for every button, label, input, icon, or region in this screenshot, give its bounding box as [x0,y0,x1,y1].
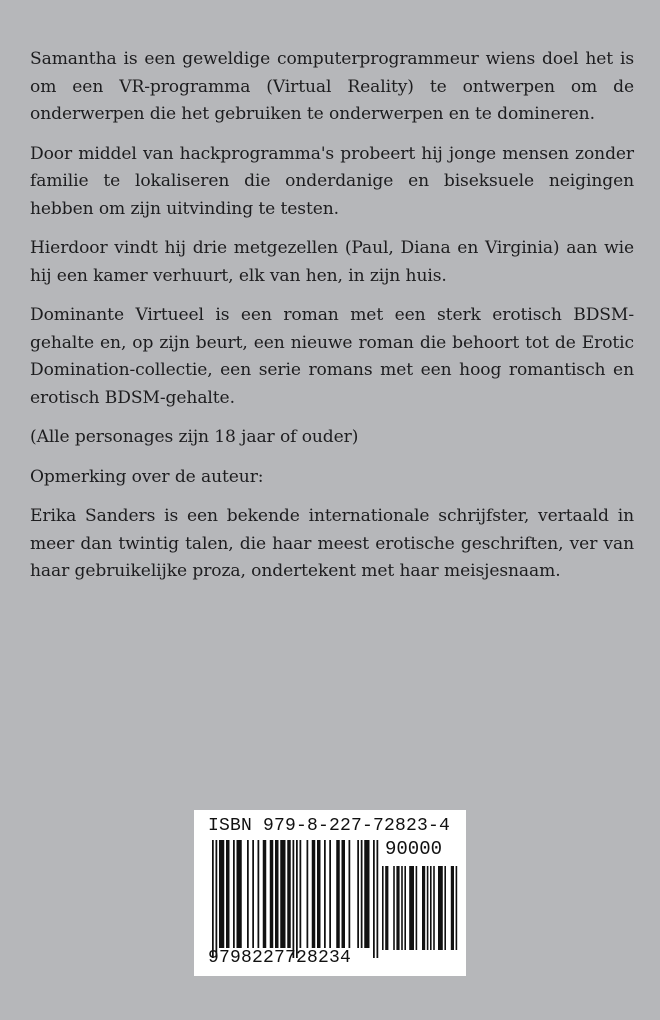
barcode-bar [404,866,406,950]
price-code: 90000 [385,838,443,860]
barcode-bar [409,866,414,950]
barcode-bar [422,866,425,950]
blurb-paragraph-4: Dominante Virtueel is een roman met een sterk erotisch BDSM-gehalte en, op zijn beurt, een nieuwe roman die behoort tot de Erotic Domination-collectie, een serie romans met een hoog romantisch en erotisch BDSM-gehalte. [30,305,634,408]
age-disclaimer: (Alle personages zijn 18 jaar of ouder) [30,427,359,447]
barcode-bar [416,866,418,950]
blurb-paragraph-1: Samantha is een geweldige computerprogrammeur wiens doel het is om een VR-programma (Virtual Reality) te ontwerpen om de onderwerpen die het gebruiken te onderwerpen en te domineren. [30,49,634,124]
author-note-heading: Opmerking over de auteur: [30,466,264,487]
isbn-label: ISBN 979-8-227-72823-4 [208,816,451,836]
barcode-bar [438,866,443,950]
barcode-bar [456,866,458,950]
blurb-paragraph-3: Hierdoor vindt hij drie metgezellen (Paul, Diana en Virginia) aan wie hij een kamer verhuurt, elk van hen, in zijn huis. [30,238,634,286]
blurb-paragraph-2: Door middel van hackprogramma's probeert hij jonge mensen zonder familie te lokaliseren die onderdanige en biseksuele neigingen hebben om zijn uitvinding te testen. [30,143,634,219]
barcode-bar [430,866,432,950]
barcode-bar [382,866,384,950]
barcode-bar [401,866,403,950]
barcode-bar [393,866,395,950]
barcode-bar [451,866,454,950]
barcode-bar [444,866,446,950]
back-cover-blurb [30,46,634,598]
isbn-barcode [194,810,466,976]
barcode-bar [427,866,429,950]
ean-digits: 9798227728234 [208,948,352,968]
barcode-bar [433,866,435,950]
barcode-bar [385,866,388,950]
barcode-bar [396,866,399,950]
author-note-paragraph: Erika Sanders is een bekende internationale schrijfster, vertaald in meer dan twintig talen, die haar meest erotische geschriften, ver van haar gebruikelijke proza, ondertekent met haar meisjesnaam. [30,506,634,581]
